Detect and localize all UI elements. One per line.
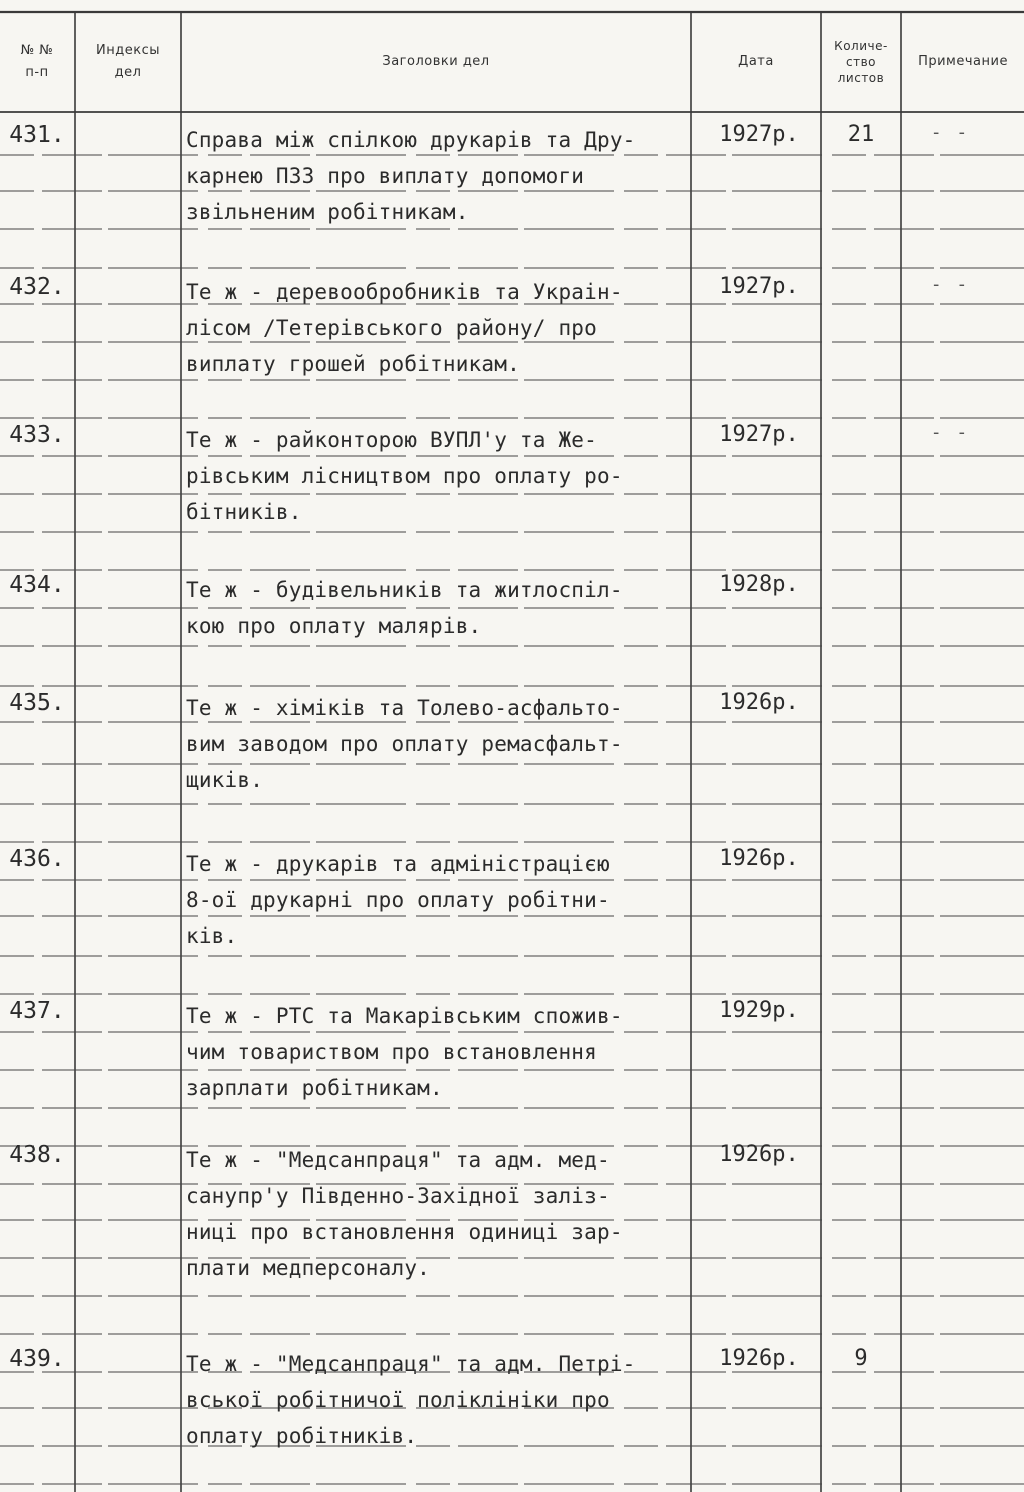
row-note: - -: [930, 274, 970, 295]
title-line: Те ж - РТС та Макарівським спожив-: [186, 1004, 623, 1028]
header-title: Заголовки дел: [382, 53, 490, 69]
row-date: 1927р.: [719, 274, 799, 299]
row-quantity: 9: [854, 1346, 868, 1371]
header-index: Индексы дел: [96, 42, 160, 80]
row-number: 436.: [9, 846, 65, 872]
row-title: [186, 274, 688, 382]
row-date: 1927р.: [719, 122, 799, 147]
row-title: [186, 998, 688, 1106]
row-date: 1926р.: [719, 1142, 799, 1167]
row-title: [186, 422, 688, 530]
header-note: Примечание: [918, 53, 1008, 69]
row-title: [186, 846, 688, 954]
row-note: - -: [930, 422, 970, 443]
title-line: звільненим робітникам.: [186, 200, 469, 224]
title-line: карнею ПЗЗ про виплату допомоги: [186, 164, 585, 188]
row-title: [186, 572, 688, 644]
header-number: № № п-п: [20, 42, 54, 80]
title-line: 8-ої друкарні про оплату робітни-: [186, 888, 610, 912]
title-line: чим товариством про встановлення: [186, 1040, 597, 1064]
row-title: [186, 1346, 688, 1454]
row-number: 432.: [9, 274, 65, 300]
title-line: Те ж - райконторою ВУПЛ'у та Же-: [186, 428, 597, 452]
title-line: плати медперсоналу.: [186, 1256, 431, 1280]
title-line: санупр'у Південно-Західної заліз-: [186, 1184, 610, 1208]
row-number: 437.: [9, 998, 65, 1024]
title-line: Те ж - "Медсанпраця" та адм. мед-: [186, 1148, 610, 1172]
title-line: Справа між спілкою друкарів та Дру-: [186, 128, 636, 152]
title-line: вської робітничої поліклініки про: [186, 1388, 610, 1412]
row-quantity: 21: [847, 122, 875, 147]
row-number: 438.: [9, 1142, 65, 1168]
title-line: щиків.: [186, 768, 264, 792]
row-date: 1929р.: [719, 998, 799, 1023]
header-quantity: Количе- ство листов: [834, 38, 888, 86]
row-number: 433.: [9, 422, 65, 448]
row-number: 431.: [9, 122, 65, 148]
row-date: 1926р.: [719, 846, 799, 871]
row-number: 435.: [9, 690, 65, 716]
row-number: 434.: [9, 572, 65, 598]
row-note: - -: [930, 122, 970, 143]
title-line: Те ж - "Медсанпраця" та адм. Петрі-: [186, 1352, 636, 1376]
title-line: Те ж - деревообробників та Украін-: [186, 280, 623, 304]
title-line: кою про оплату малярів.: [186, 614, 482, 638]
row-title: [186, 1142, 688, 1286]
row-title: [186, 122, 688, 230]
title-line: вим заводом про оплату ремасфальт-: [186, 732, 623, 756]
row-number: 439.: [9, 1346, 65, 1372]
title-line: Те ж - будівельників та житлоспіл-: [186, 578, 623, 602]
title-line: лісом /Тетерівського району/ про: [186, 316, 597, 340]
title-line: виплату грошей робітникам.: [186, 352, 520, 376]
title-line: рівським лісництвом про оплату ро-: [186, 464, 623, 488]
row-title: [186, 690, 688, 798]
title-line: Те ж - хіміків та Толево-асфальто-: [186, 696, 623, 720]
title-line: ків.: [186, 924, 238, 948]
row-date: 1926р.: [719, 690, 799, 715]
row-date: 1927р.: [719, 422, 799, 447]
title-line: зарплати робітникам.: [186, 1076, 443, 1100]
title-line: ниці про встановлення одиниці зар-: [186, 1220, 623, 1244]
header-date: Дата: [738, 53, 774, 69]
title-line: оплату робітників.: [186, 1424, 418, 1448]
title-line: Те ж - друкарів та адміністрацією: [186, 852, 610, 876]
row-date: 1926р.: [719, 1346, 799, 1371]
row-date: 1928р.: [719, 572, 799, 597]
title-line: бітників.: [186, 500, 302, 524]
